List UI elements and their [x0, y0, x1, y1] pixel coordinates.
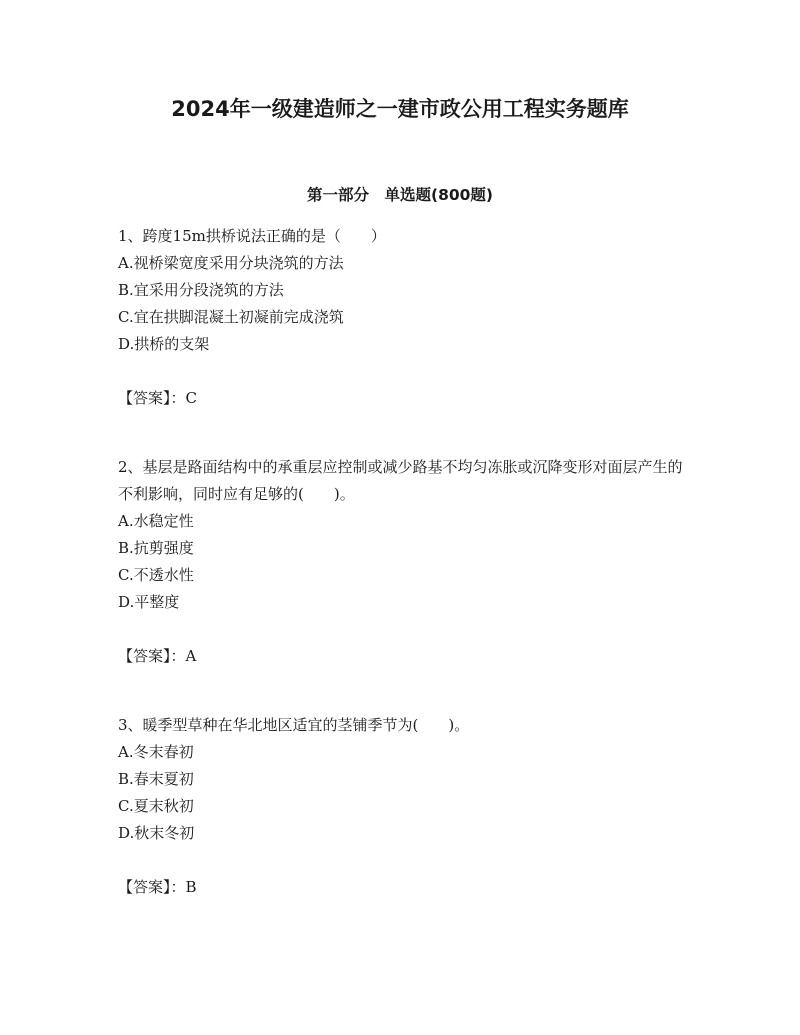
question-stem: 2、基层是路面结构中的承重层应控制或减少路基不均匀冻胀或沉降变形对面层产生的不利影响，同时应有足够的( )。 [118, 458, 683, 503]
question-block [118, 712, 688, 901]
question-stem: 3、暖季型草种在华北地区适宜的茎铺季节为( )。 [118, 716, 470, 734]
option-list [118, 508, 688, 616]
option-c: C.不透水性 [118, 566, 194, 584]
option-d: D.平整度 [118, 593, 180, 611]
option-list [118, 739, 688, 847]
answer-line: 【答案】：C [118, 389, 197, 407]
option-a: A.冬末春初 [118, 743, 194, 761]
option-b: B.抗剪强度 [118, 539, 194, 557]
option-c: C.宜在拱脚混凝土初凝前完成浇筑 [118, 308, 344, 326]
option-a: A.视桥梁宽度采用分块浇筑的方法 [118, 254, 344, 272]
answer-line: 【答案】：B [118, 878, 197, 896]
option-list [118, 250, 688, 358]
section-heading: 第一部分 单选题(800题) [306, 186, 494, 204]
question-block [118, 454, 688, 670]
option-b: B.宜采用分段浇筑的方法 [118, 281, 284, 299]
option-d: D.秋末冬初 [118, 824, 195, 842]
option-d: D.拱桥的支架 [118, 335, 210, 353]
option-a: A.水稳定性 [118, 512, 194, 530]
answer-line: 【答案】：A [118, 647, 197, 665]
page-title: 2024年一级建造师之一建市政公用工程实务题库 [171, 97, 629, 121]
option-b: B.春末夏初 [118, 770, 194, 788]
option-c: C.夏末秋初 [118, 797, 194, 815]
question-block [118, 223, 688, 412]
question-stem: 1、跨度15m拱桥说法正确的是（ ） [118, 227, 386, 245]
